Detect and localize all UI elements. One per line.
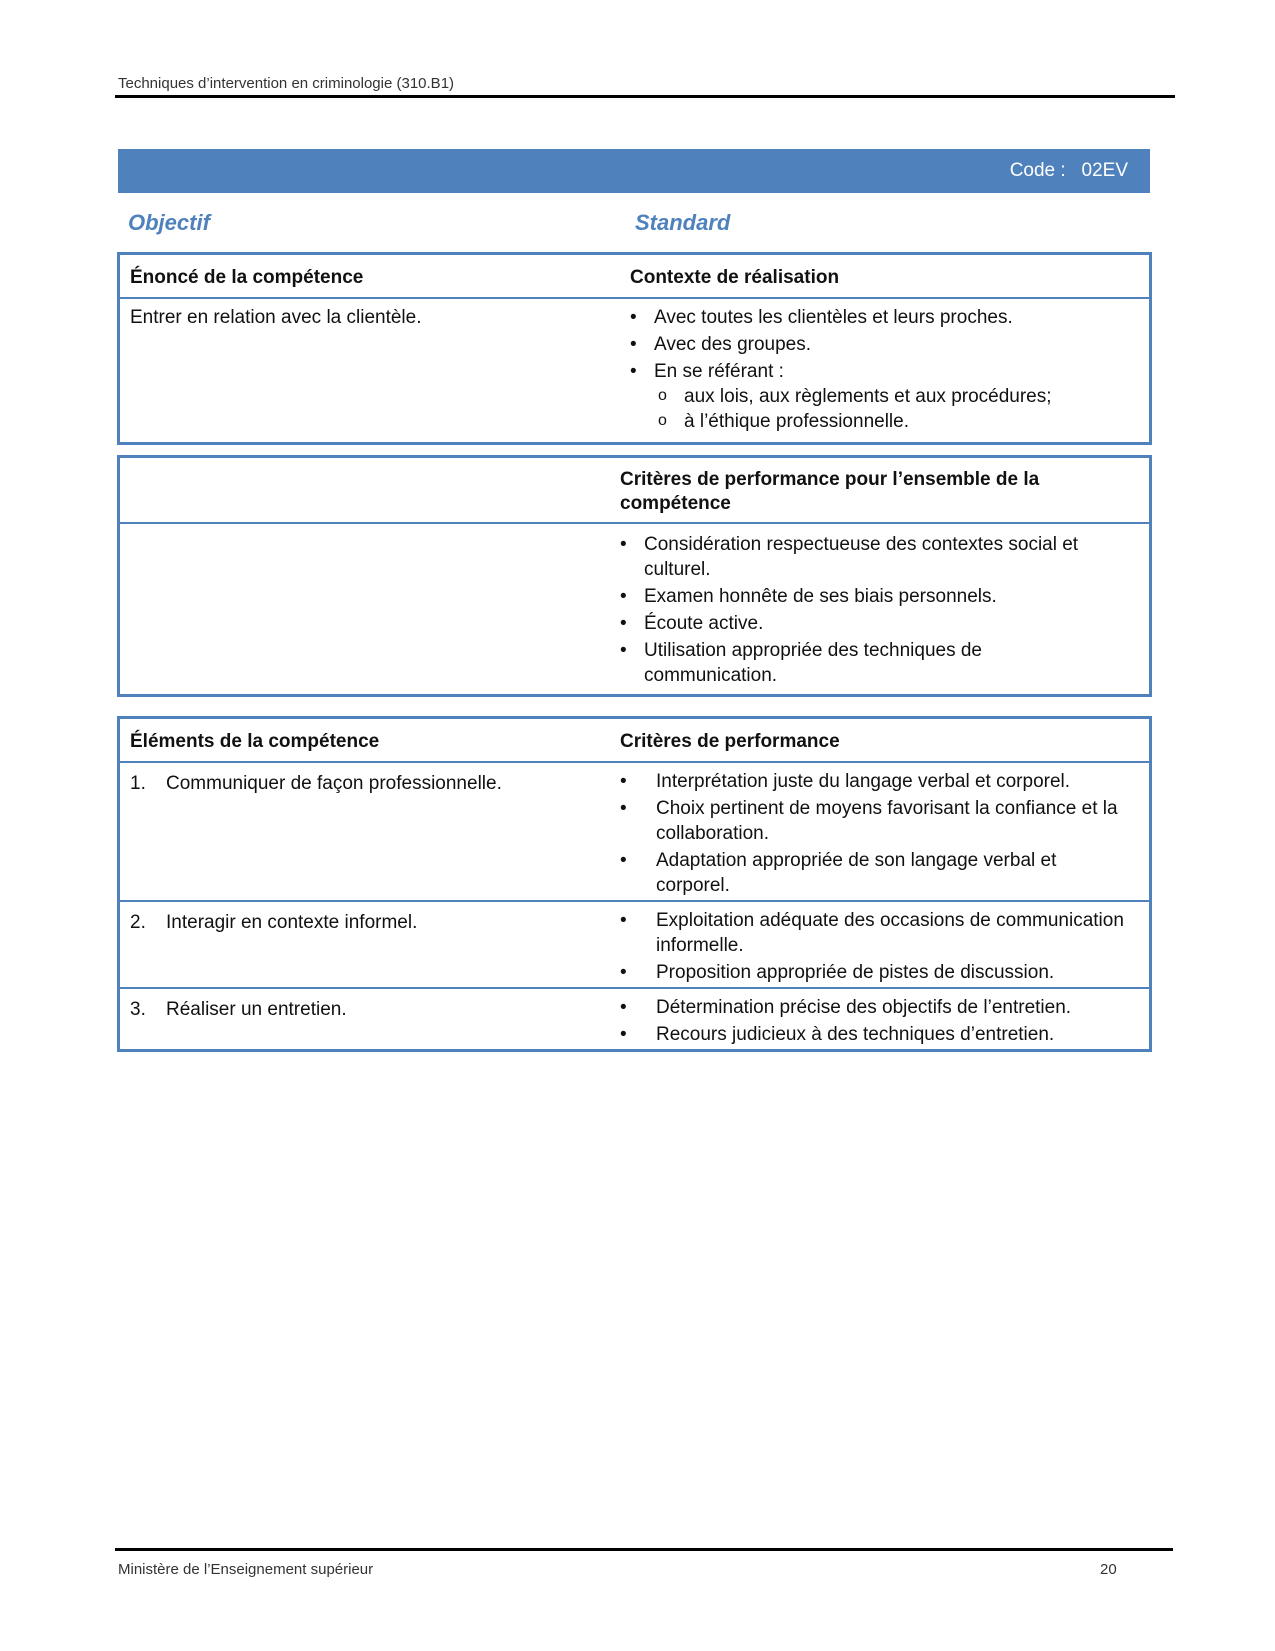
empty-cell: [119, 523, 621, 696]
criteria-item: • Considération respectueuse des contextes social et culturel.: [620, 532, 1141, 582]
element-criteria-1: [620, 762, 1151, 901]
footer-ministry: Ministère de l’Enseignement supérieur: [118, 1561, 374, 1578]
criteria-item: • Utilisation appropriée des techniques de communication.: [620, 638, 1141, 688]
element-criteria-3: [620, 988, 1151, 1051]
element-text: Interagir en contexte informel.: [166, 911, 418, 933]
element-row-3: [119, 988, 621, 1051]
code-value: 02EV: [1081, 160, 1128, 181]
running-header: Techniques d’intervention en criminologie (310.B1): [118, 75, 455, 92]
element-row-2: [119, 901, 621, 988]
elements-table: [117, 716, 1152, 1052]
criteria-item: • Interprétation juste du langage verbal et corporel.: [620, 769, 1129, 794]
context-heading: Contexte de réalisation: [630, 267, 840, 288]
element-number: 3.: [130, 998, 146, 1020]
criteria-item: • Détermination précise des objectifs de l’entretien.: [620, 995, 1129, 1020]
competence-statement: Entrer en relation avec la clientèle.: [119, 298, 631, 444]
criteria-item: • Adaptation appropriée de son langage verbal et corporel.: [620, 848, 1129, 898]
context-cell: [630, 298, 1151, 444]
statement-heading: Énoncé de la compétence: [130, 267, 364, 288]
context-subitem: o aux lois, aux règlements et aux procédures;: [658, 384, 1149, 409]
footer-rule: [115, 1548, 1173, 1551]
overall-criteria-heading: Critères de performance pour l’ensemble de la compétence: [620, 469, 1040, 514]
element-row-1: [119, 762, 621, 901]
code-label-text: Code :: [1009, 160, 1066, 181]
element-text: Réaliser un entretien.: [166, 998, 347, 1020]
elements-criteria-heading: Critères de performance: [620, 731, 840, 752]
element-criteria-list: [620, 908, 1129, 985]
element-item: [130, 771, 620, 796]
context-list: [630, 305, 1149, 434]
context-item-label: En se référant :: [654, 360, 784, 382]
context-item: • Avec des groupes.: [630, 332, 1149, 357]
element-criteria-list: [620, 769, 1129, 898]
element-criteria-list: [620, 995, 1129, 1047]
criteria-item: • Exploitation adéquate des occasions de communication informelle.: [620, 908, 1129, 958]
context-subitem: o à l’éthique professionnelle.: [658, 409, 1149, 434]
code-bar: [118, 149, 1150, 193]
context-sublist: [654, 384, 1149, 434]
page-number: 20: [1100, 1561, 1117, 1578]
objective-label: Objectif: [128, 210, 210, 235]
elements-heading: Éléments de la compétence: [130, 731, 380, 752]
context-item: • Avec toutes les clientèles et leurs proches.: [630, 305, 1149, 330]
overall-criteria-table: [117, 455, 1152, 697]
competence-table: [117, 252, 1152, 445]
element-item: [130, 997, 620, 1022]
criteria-item: • Choix pertinent de moyens favorisant la confiance et la collaboration.: [620, 796, 1129, 846]
criteria-item: • Recours judicieux à des techniques d’entretien.: [620, 1022, 1129, 1047]
header-rule: [115, 95, 1175, 98]
code-label: [1010, 160, 1128, 182]
element-number: 2.: [130, 911, 146, 933]
overall-criteria-list: [620, 532, 1141, 688]
context-item: [630, 359, 1149, 434]
criteria-item: • Examen honnête de ses biais personnels.: [620, 584, 1141, 609]
element-item: [130, 910, 620, 935]
element-number: 1.: [130, 772, 146, 794]
element-text: Communiquer de façon professionnelle.: [166, 772, 502, 794]
standard-label: Standard: [635, 210, 731, 235]
criteria-item: • Proposition appropriée de pistes de discussion.: [620, 960, 1129, 985]
overall-criteria-cell: [620, 523, 1151, 696]
element-criteria-2: [620, 901, 1151, 988]
empty-cell: [119, 457, 621, 523]
criteria-item: • Écoute active.: [620, 611, 1141, 636]
